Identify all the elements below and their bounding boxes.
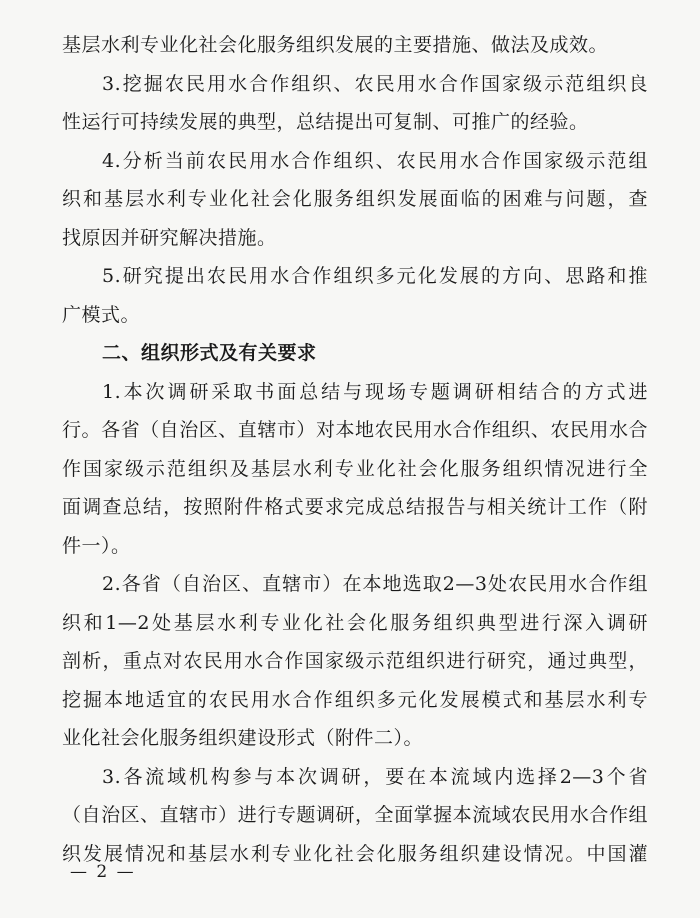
text-line: 找原因并研究解决措施。 [62, 226, 277, 249]
text-line: 1.本次调研采取书面总结与现场专题调研相结合的方式进 [102, 380, 648, 403]
text-line: 件一）。 [62, 534, 131, 557]
text-line: 广模式。 [62, 303, 141, 326]
text-line: 3.各流域机构参与本次调研，要在本流域内选择2—3个省 [102, 765, 648, 788]
text-line: 行。各省（自治区、直辖市）对本地农民用水合作组织、农民用水合 [62, 419, 648, 441]
text-line: 2.各省（自治区、直辖市）在本地选取2—3处农民用水合作组 [102, 573, 648, 595]
text-line: 织和基层水利专业化社会化服务组织发展面临的困难与问题，查 [62, 188, 648, 210]
text-line: 基层水利专业化社会化服务组织发展的主要措施、做法及成效。 [62, 34, 609, 56]
text-line: 作国家级示范组织及基层水利专业化社会化服务组织情况进行全 [62, 457, 648, 480]
text-line: 织发展情况和基层水利专业化社会化服务组织建设情况。中国灌 [62, 842, 648, 865]
text-line: 挖掘本地适宜的农民用水合作组织多元化发展模式和基层水利专 [62, 688, 648, 711]
text-line: 5.研究提出农民用水合作组织多元化发展的方向、思路和推 [102, 265, 648, 287]
text-line: 织和1—2处基层水利专业化社会化服务组织典型进行深入调研 [62, 611, 648, 634]
text-line: 性运行可持续发展的典型，总结提出可复制、可推广的经验。 [62, 111, 589, 133]
text-line: 业化社会化服务组织建设形式（附件二）。 [62, 727, 424, 749]
text-line: 面调查总结，按照附件格式要求完成总结报告与相关统计工作（附 [62, 496, 648, 518]
text-line: 3.挖掘农民用水合作组织、农民用水合作国家级示范组织良 [102, 72, 648, 95]
page-number: — 2 — [70, 862, 136, 882]
section-heading: 二、组织形式及有关要求 [102, 342, 317, 364]
text-line: 剖析，重点对农民用水合作国家级示范组织进行研究，通过典型， [62, 650, 648, 672]
text-line: （自治区、直辖市）进行专题调研，全面掌握本流域农民用水合作组 [62, 804, 648, 826]
text-line: 4.分析当前农民用水合作组织、农民用水合作国家级示范组 [102, 149, 648, 172]
document-body [62, 26, 648, 873]
